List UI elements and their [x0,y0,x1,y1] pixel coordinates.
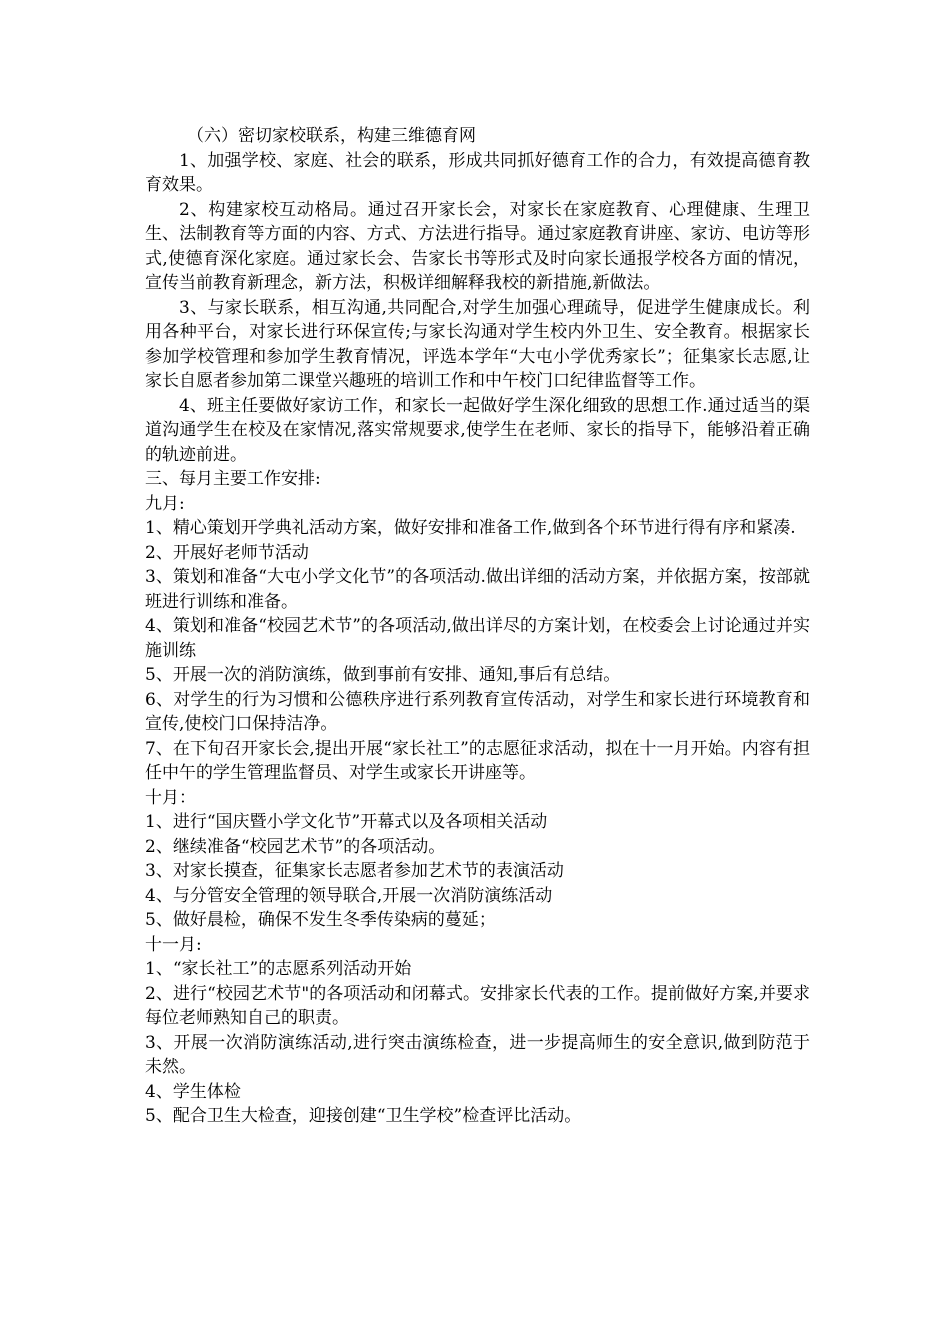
list-item: 4、学生体检 [145,1081,241,1102]
list-item: 6、对学生的行为习惯和公德秩序进行系列教育宣传活动，对学生和家长进行环境教育和宣传,使校门口保持洁净。 [145,689,810,734]
list-item: 3、策划和准备“大屯小学文化节”的各项活动.做出详细的活动方案，并依据方案，按部就班进行训练和准备。 [145,567,810,612]
section-heading: 三、每月主要工作安排: [145,469,321,489]
list-item: 1、进行“国庆暨小学文化节”开幕式以及各项相关活动 [145,812,548,832]
list-item: 2、进行“校园艺术节"的各项活动和闭幕式。安排家长代表的工作。提前做好方案,并要求每位老师熟知自己的职责。 [145,983,810,1028]
list-item: 2、开展好老师节活动 [145,542,309,563]
month-heading: 十月： [145,787,196,808]
section-heading: （六）密切家校联系，构建三维德育网 [187,126,476,146]
list-item: 1、“家长社工”的志愿系列活动开始 [145,959,412,979]
paragraph: 4、班主任要做好家访工作，和家长一起做好学生深化细致的思想工作.通过适当的渠道沟通学生在校及在家情况,落实常规要求,使学生在老师、家长的指导下，能够沿着正确的轨迹前进。 [145,395,810,465]
list-item: 4、与分管安全管理的领导联合,开展一次消防演练活动 [145,885,553,906]
month-heading: 九月: [145,493,185,514]
paragraph: 1、加强学校、家庭、社会的联系，形成共同抓好德育工作的合力，有效提高德育教育效果。 [145,150,810,195]
list-item: 7、在下旬召开家长会,提出开展“家长社工”的志愿征求活动，拟在十一月开始。内容有担任中午的学生管理监督员、对学生或家长开讲座等。 [145,738,810,783]
month-heading: 十一月: [145,934,202,955]
list-item: 5、做好晨检，确保不发生冬季传染病的蔓延； [145,910,496,930]
list-item: 4、策划和准备“校园艺术节”的各项活动,做出详尽的方案计划，在校委会上讨论通过并实施训练 [145,616,810,661]
document-page [145,124,810,1129]
list-item: 5、开展一次的消防演练，做到事前有安排、通知,事后有总结。 [145,665,621,685]
list-item: 2、继续准备“校园艺术节”的各项活动。 [145,836,446,857]
list-item: 1、精心策划开学典礼活动方案，做好安排和准备工作,做到各个环节进行得有序和紧凑. [145,518,796,538]
list-item: 3、开展一次消防演练活动,进行突击演练检查，进一步提高师生的安全意识,做到防范于未然。 [145,1032,810,1077]
paragraph: 2、构建家校互动格局。通过召开家长会，对家长在家庭教育、心理健康、生理卫生、法制教育等方面的内容、方式、方法进行指导。通过家庭教育讲座、家访、电访等形式,使德育深化家庭。通过家长会、告家长书等形式及时向家长通报学校各方面的情况，宣传当前教育新理念，新方法，积极详细解释我校的新措施,新做法。 [145,199,810,293]
paragraph: 3、与家长联系，相互沟通,共同配合,对学生加强心理疏导，促进学生健康成长。利用各种平台，对家长进行环保宣传;与家长沟通对学生校内外卫生、安全教育。根据家长参加学校管理和参加学生教育情况，评选本学年“大屯小学优秀家长”；征集家长志愿,让家长自愿者参加第二课堂兴趣班的培训工作和中午校门口纪律监督等工作。 [145,297,810,391]
list-item: 3、对家长摸查，征集家长志愿者参加艺术节的表演活动 [145,861,564,881]
list-item: 5、配合卫生大检查，迎接创建“卫生学校”检查评比活动。 [145,1106,582,1126]
